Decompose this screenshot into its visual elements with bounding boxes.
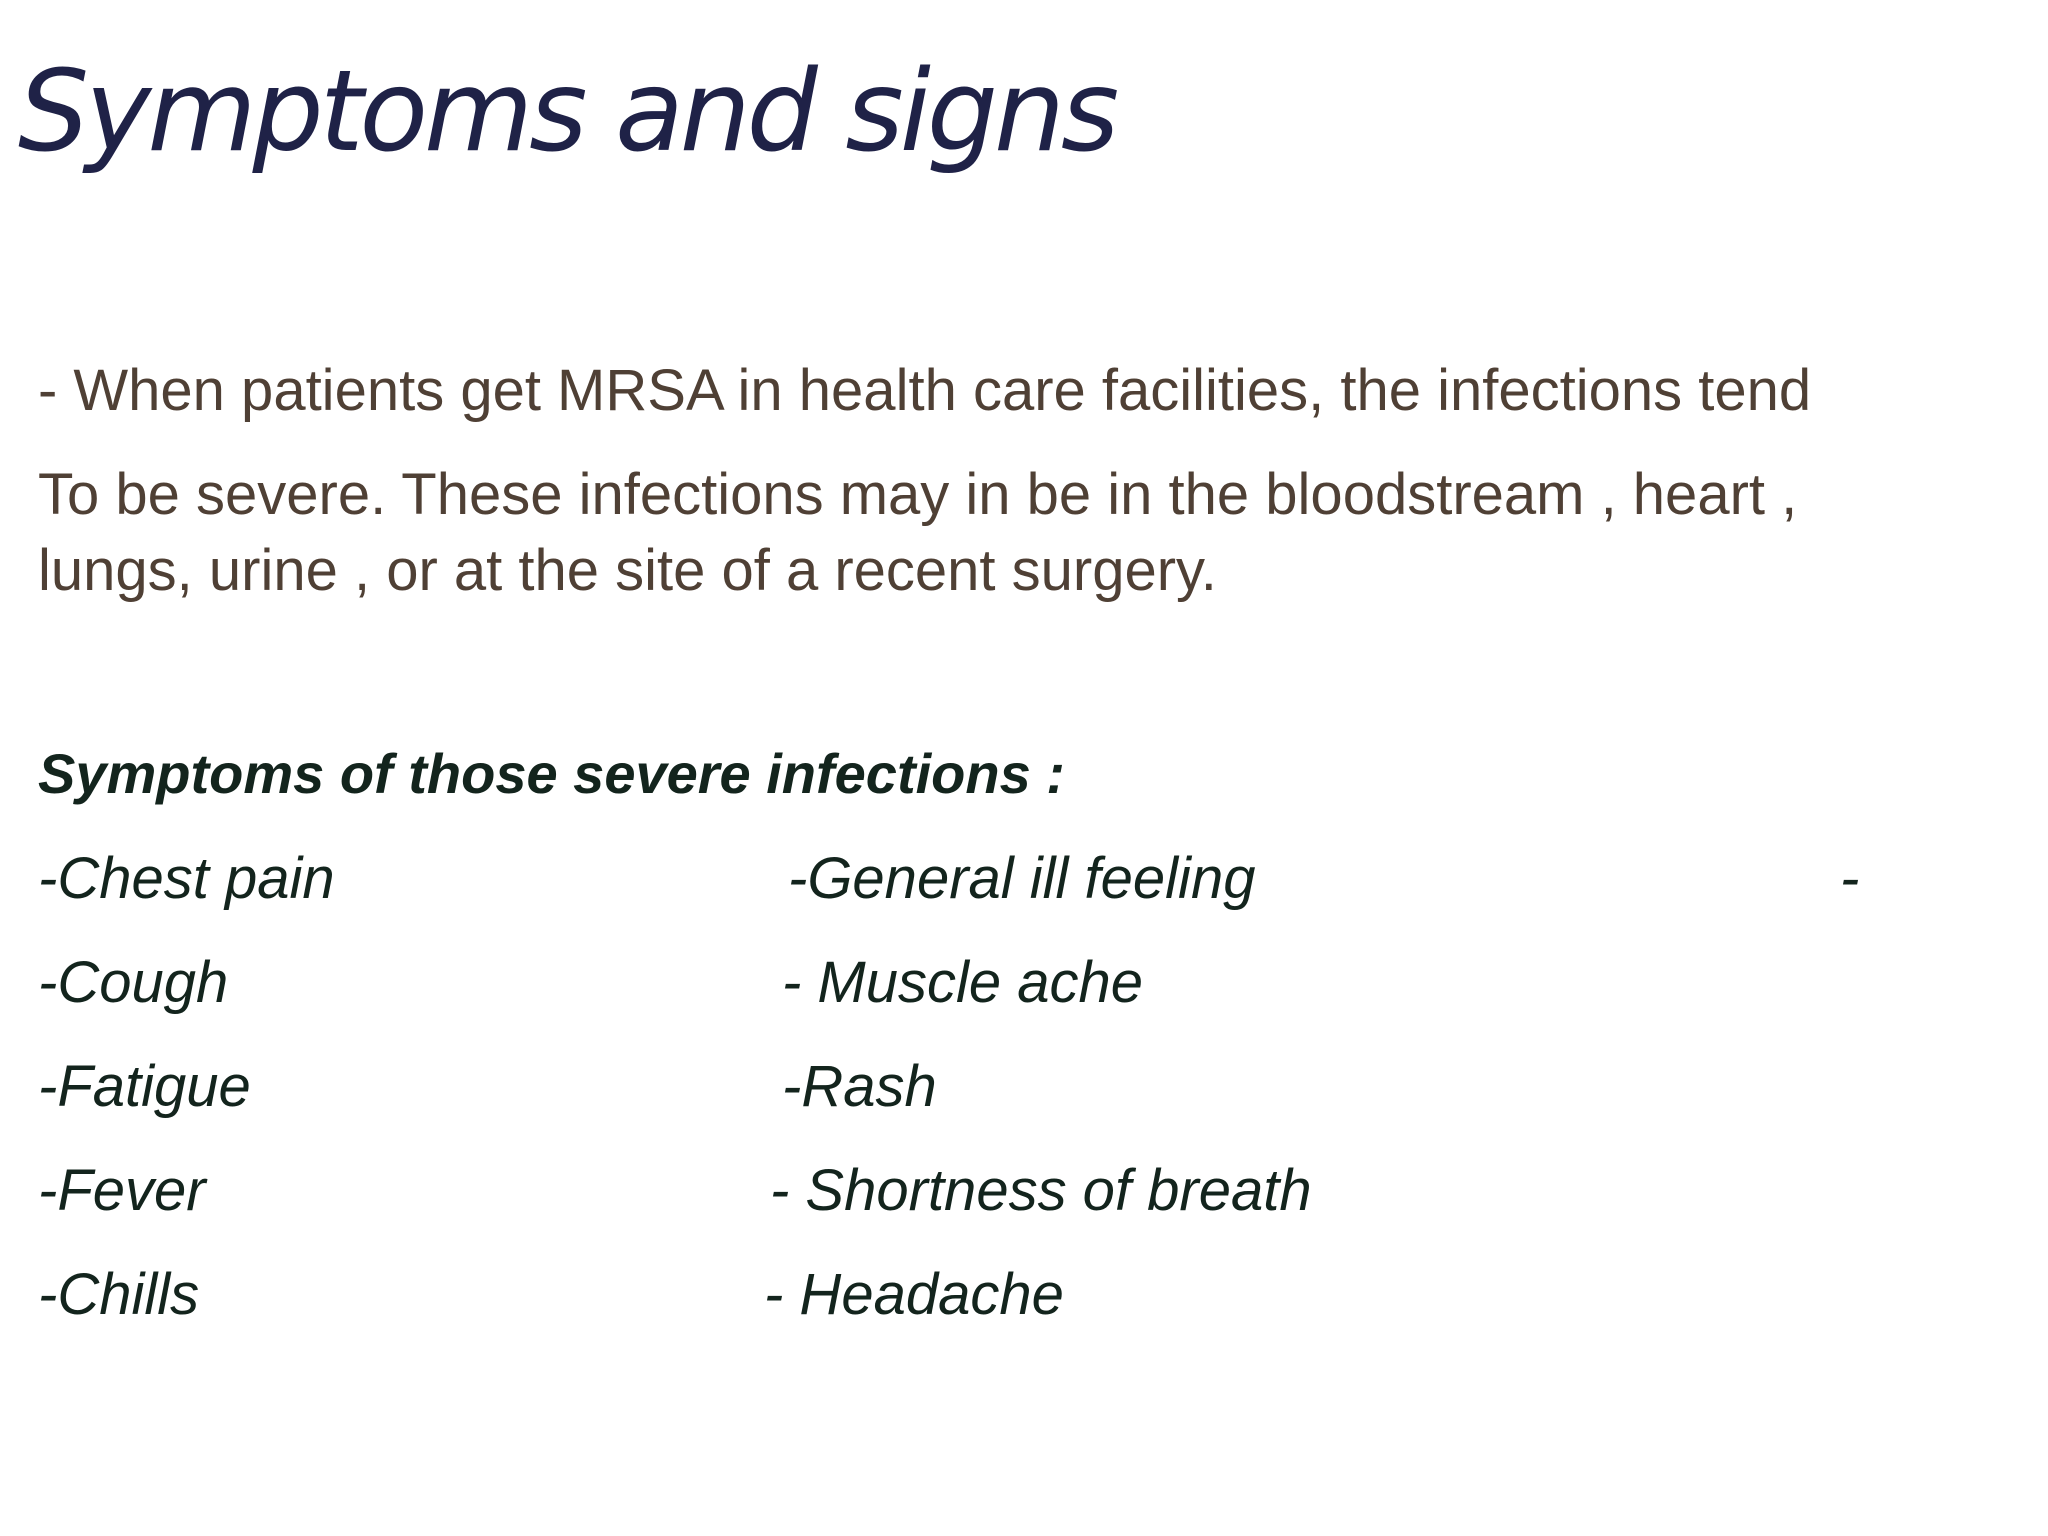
symptom-left-3: -Fatigue [38, 1054, 251, 1119]
paragraph-line-3: lungs, urine , or at the site of a recent surgery. [38, 538, 1217, 603]
paragraph-line-1: - When patients get MRSA in health care facilities, the infections tend [38, 358, 1812, 423]
symptom-left-1: -Chest pain [38, 846, 335, 911]
symptom-right-4: - Shortness of breath [770, 1158, 1312, 1223]
symptom-right-1: -General ill feeling [788, 846, 1256, 911]
symptom-right-3: -Rash [782, 1054, 937, 1119]
stray-dash: - [1840, 846, 1860, 911]
symptom-right-5: - Headache [764, 1262, 1064, 1327]
slide-title: Symptoms and signs [18, 47, 1116, 177]
paragraph-line-2: To be severe. These infections may in be in the bloodstream , heart , [38, 462, 1798, 527]
symptom-right-2: - Muscle ache [782, 950, 1144, 1015]
symptom-left-5: -Chills [38, 1262, 200, 1327]
symptoms-heading: Symptoms of those severe infections : [38, 742, 1065, 805]
symptom-left-4: -Fever [38, 1158, 206, 1223]
symptom-left-2: -Cough [38, 950, 229, 1015]
